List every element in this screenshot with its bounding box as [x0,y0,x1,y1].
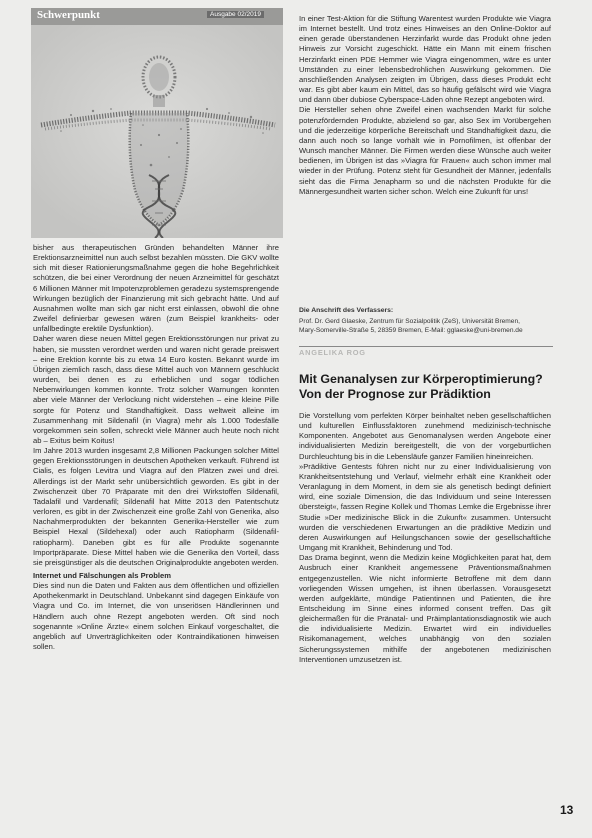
author-label: Die Anschrift des Verfassers: [299,307,394,314]
article-body [299,411,551,665]
paragraph: Im Jahre 2013 wurden insgesamt 2,8 Millionen Packungen solcher Mittel gegen Erektionsstörungen in deutschen Apotheken verkauft. Führend ist Cialis, es folgen Levitra und Viagra auf den Plätzen zwei und drei. Allerdings ist der Markt sehr unübersichtlich geworden. Es gibt in der Zwischenzeit über 70 Präparate mit den drei Wirkstoffen Sildenafil, Tadalafil und Vardenafil; Sildenafil hat Mitte 2013 den Patentschutz verloren, es gibt in der Zwischenzeit eine große Zahl von Generika, also Nachahmerprodukten der bekannten Generika-Hersteller wie zum Beispiel Hexal (Sildehexal) oder auch Ratiopharm (Sildenafil-ratiopharm). Daneben gibt es für alle Produkte sogenannte Importpräparate. Diese Mittel haben wie die Generika den Vorteil, dass sie preisgünstiger als die deutschen Originalprodukte angeboten werden. [33,446,279,567]
dna-human-figure-image [31,25,283,238]
issue-badge: Ausgabe 02/2019 [207,11,264,18]
paragraph: In einer Test-Aktion für die Stiftung Warentest wurden Produkte wie Viagra im Internet bestellt. Und trotz eines Hinweises an den Online-Doktor auf einen gerade überstandenen Herzinfarkt wurde das Produkt ohne jeden Hinweis zur Vorsicht zugeschickt. Hätte ein Mann mit einem frischen Herzinfarkt einen PDE Hemmer wie Viagra eingenommen, wäre es unter Umständen zu einer lebensbedrohlichen Auswirkung gekommen. Die anschließenden Analysen zeigten im Übrigen, dass dieses Produkt echt war. Es gibt aber kaum ein Mittel, das so häufig gefälscht wird wie Viagra und dann über dubiose Cyberspace-Läden ohne Rezept angeboten wird. [299,14,551,105]
page-number: 13 [560,803,574,817]
article-title: Mit Genanalysen zur Körperoptimierung? Von der Prognose zur Prädiktion [299,372,543,401]
cover-illustration [31,8,283,238]
left-column [33,243,279,652]
author-address: Prof. Dr. Gerd Glaeske, Zentrum für Sozialpolitik (ZeS), Universität Bremen, [299,318,520,325]
paragraph: Daher waren diese neuen Mittel gegen Erektionsstörungen nur privat zu haben, sie mussten verordnet werden und waren nicht gerade preiswert – eine Erektion konnte bis zu etwa 14 Euro kosten. Bekannt wurde im Übrigen ziemlich rasch, dass diese Mittel auch von Männern geschluckt wurden, bei denen es zu erheblichen und sogar tödlichen Nebenwirkungen kommen konnte. Trotz solcher Warnungen konnten aber viele Männer der Verlockung nicht widerstehen – eine kleine Pille sorgte für Potenz und Standhaftigkeit. Dass weltweit alleine im Zusammenhang mit Sildenafil (in Viagra) mehr als 1.000 Todesfälle vorgekommen sein sollen, schreckt viele Männer auch heute noch nicht ab – Exitus beim Koitus! [33,334,279,445]
paragraph: »Prädiktive Gentests führen nicht nur zu einer Individualisierung von Krankheitsentstehung und Verlauf, vielmehr erhält eine Krankheit oder Veranlagung in dem Moment, in dem sie als genetisch bedingt definiert wird, eine soziale Dimension, die das Individuum und seine Interessen übersteigt«, fassen Regine Kollek und Thomas Lemke die Ergebnisse ihrer Studie »Der medizinische Blick in die Zukunft« zusammen. Untersucht wurden die verschiedenen Erwartungen an die prädiktive Medizin und deren Auswirkungen auf Heilungschancen sowie der gesellschaftliche Umgang mit Krankheit, Behinderung und Tod. [299,461,551,553]
paragraph: Dies sind nun die Daten und Fakten aus dem öffentlichen und offiziellen Apothekenmarkt in Deutschland. Unbekannt sind dagegen Einkäufe von Viagra und Co. im Internet, die von unseriösen Händlerinnen und Händlern auch ohne Rezept angeboten werden. Oft sind noch sogenannte »Online Ärzte« einem solchen Einkauf vorgeschaltet, die angeblich auf Unverträglichkeiten oder Kontraindikationen hinweisen sollen. [33,581,279,652]
paragraph: Die Hersteller sehen ohne Zweifel einen wachsenden Markt für solche potenzfördernden Produkte, abzielend so gar, also Sex im Vorübergehen und die jederzeitige körperliche Bereitschaft und Standhaftigkeit dazu, die dann auch noch so lange vorhält wie in Pornofilmen, ist offenbar der Wunsch mancher Männer. Die Firmen werden diese Wünsche auch weiter bedienen, im Übrigen ist das »Viagra für Frauen« auch schon immer mal wieder in der Prüfung. Potenz steht für Gesundheit der Männer, jedenfalls sieht das die Firma Jenapharm so und die nächsten Produkte für die Männergesundheit warten sicher schon. Welch eine Zukunft für uns! [299,105,551,196]
author-contact: Mary-Somerville-Straße 5, 28359 Bremen, E-Mail: gglaeske@uni-bremen.de [299,327,523,334]
section-banner [31,8,283,25]
paragraph: Das Drama beginnt, wenn die Medizin keine Möglichkeiten parat hat, dem Ausbruch einer Krankheit angemessene Präventionsmaßnahmen entgegenzustellen. Wie nicht informierte Betroffene mit dem dann vorliegenden Wissen umgehen, ist ihnen überlassen. Vorausgesetzt werden aufgeklärte, mündige Patientinnen und Patienten, die ihre Entscheidung im Sinne eines informed consent treffen. Das gilt gleichermaßen für die Pränatal- und Präimplantationsdiagnostik wie auch die individualisierte Medizin. Erwartet wird ein individuelles Risikomanagement, welches unabhängig von den sozialen Sicherungssystemen mithilfe der angebotenen medizinischen Interventionen umzusetzen ist. [299,553,551,664]
right-column [299,14,551,197]
paragraph: bisher aus therapeutischen Gründen behandelten Männer ihre Erektionsarzneimittel nun auch selbst bezahlen müssten. Die GKV wollte sich mit dieser Rationierungsmaßnahme gegen die hohe Begehrlichkeit schützen, die bei einer Verordnung der neuen Arzneimittel für geschätzt 6 Millionen Männer mit Impotenzproblemen geradezu systemsprengende Wirkungen bezüglich der Finanzierung mit sich gebracht hätte. Und auf Ausnahmen wollte man sich gar nicht erst einlassen, obwohl die ohne Zweifel definierbar gewesen wären (zum Beispiel krankheits- oder unfallbedingte erektile Dysfunktion). [33,243,279,334]
subheading: Internet und Fälschungen als Problem [33,571,171,580]
section-label: Schwerpunkt [37,9,100,21]
article-author-kicker: ANGELIKA ROG [299,348,366,357]
paragraph: Die Vorstellung vom perfekten Körper beinhaltet neben gesellschaftlichen und kulturellen Einflussfaktoren zunehmend medizinisch-technische Komponenten. Angebotet aus Genomanalysen werden Angebote einer individualisierten Medizin bereitgestellt, die von der vorgeburtlichen Durchleuchtung bis in die Lebensläufe ganzer Familien hineinreichen. [299,411,551,461]
section-divider [299,346,553,347]
